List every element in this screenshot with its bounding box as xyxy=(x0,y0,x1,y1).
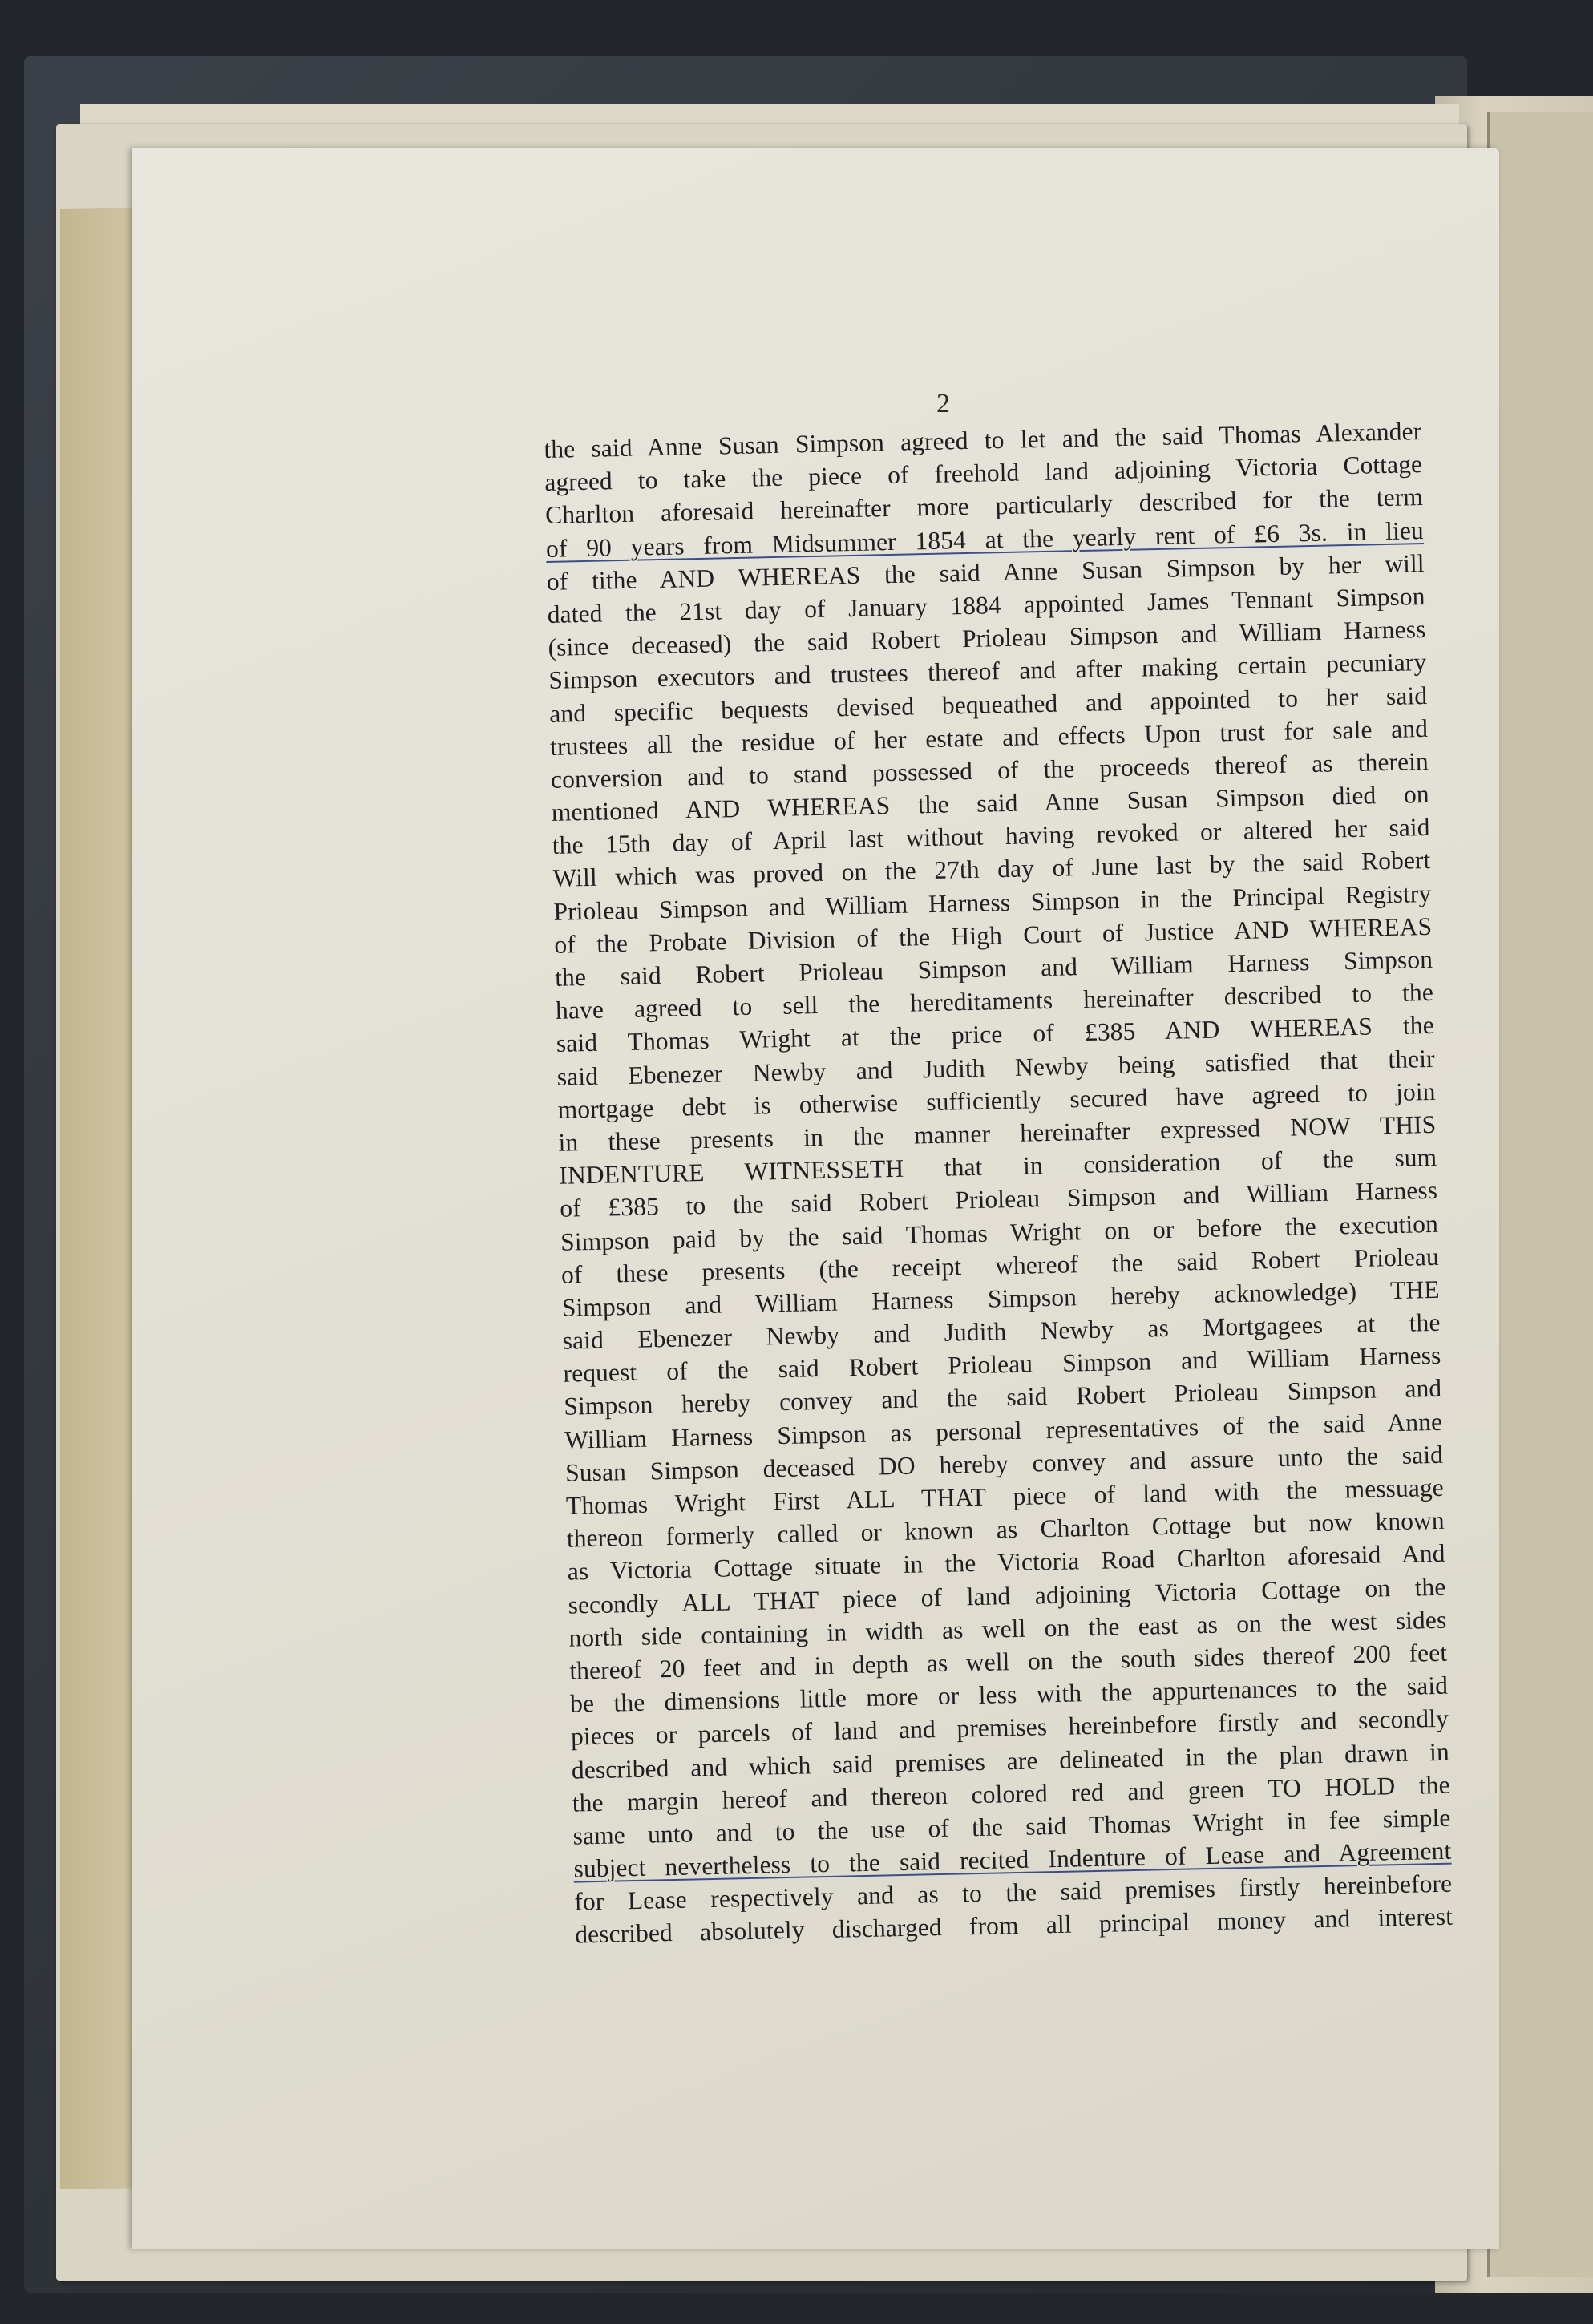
text-line: Simpson hereby convey and the said Robert Prioleau Simpson and xyxy=(564,1374,1442,1421)
text-line: said Thomas Wright at the price of £385 AND WHEREAS the xyxy=(556,1011,1435,1058)
text-line: be the dimensions little more or less with the appurtenances to the said xyxy=(569,1671,1449,1718)
text-line: as Victoria Cottage situate in the Victoria Road Charlton aforesaid And xyxy=(567,1539,1445,1586)
text-line: described and which said premises are delineated in the plan drawn in xyxy=(571,1737,1450,1784)
text-line: described absolutely discharged from all principal money and interest xyxy=(574,1902,1454,1950)
text-line: mentioned AND WHEREAS the said Anne Susan Simpson died on xyxy=(551,780,1430,827)
text-line: thereof 20 feet and in depth as well on the south sides thereof 200 feet xyxy=(568,1638,1448,1685)
text-line: Thomas Wright First ALL THAT piece of land with the messuage xyxy=(565,1473,1445,1520)
text-line: dated the 21st day of January 1884 appointed James Tennant Simpson xyxy=(547,581,1425,628)
text-line: said Ebenezer Newby and Judith Newby being satisfied that their xyxy=(556,1044,1435,1091)
facing-page-edge xyxy=(1487,112,1593,2277)
text-line: conversion and to stand possessed of the proceeds thereof as therein xyxy=(550,746,1429,794)
text-line: in these presents in the manner hereinafter expressed NOW THIS xyxy=(558,1109,1437,1157)
text-line: the margin hereof and thereon colored red and green TO HOLD the xyxy=(572,1770,1450,1817)
text-line: agreed to take the piece of freehold land adjoining Victoria Cottage xyxy=(544,450,1423,497)
page-number: 2 xyxy=(936,389,950,418)
text-line: for Lease respectively and as to the said premises firstly hereinbefore xyxy=(574,1869,1453,1916)
text-line: mortgage debt is otherwise sufficiently secured have agreed to join xyxy=(557,1077,1436,1124)
text-line: secondly ALL THAT piece of land adjoining Victoria Cottage on the xyxy=(568,1572,1446,1619)
text-line: trustees all the residue of her estate and effects Upon trust for sale and xyxy=(549,713,1429,761)
text-line: the said Robert Prioleau Simpson and William Harness Simpson xyxy=(554,944,1433,992)
text-line: of the Probate Division of the High Court of Justice AND WHEREAS xyxy=(554,911,1433,959)
text-line: of tithe AND WHEREAS the said Anne Susan Simpson by her will xyxy=(546,548,1425,596)
text-line-underlined: of 90 years from Midsummer 1854 at the yearly rent of £6 3s. in lieu xyxy=(545,515,1425,563)
text-line: William Harness Simpson as personal representatives of the said Anne xyxy=(564,1407,1443,1454)
text-line: same unto and to the use of the said Thomas Wright in fee simple xyxy=(572,1803,1451,1850)
text-line: Simpson executors and trustees thereof and after making certain pecuniary xyxy=(548,648,1427,695)
text-line: (since deceased) the said Robert Prioleau Simpson and William Harness xyxy=(548,615,1426,662)
text-line: the said Anne Susan Simpson agreed to let and the said Thomas Alexander xyxy=(544,417,1422,463)
text-line: of £385 to the said Robert Prioleau Simpson and William Harness xyxy=(559,1176,1438,1223)
text-line: thereon formerly called or known as Charlton Cottage but now known xyxy=(566,1506,1445,1553)
text-line: Simpson paid by the said Thomas Wright on or before the execution xyxy=(560,1209,1439,1256)
text-line: north side containing in width as well on the east as on the west sides xyxy=(568,1605,1447,1652)
text-line: Prioleau Simpson and William Harness Simpson in the Principal Registry xyxy=(553,879,1432,926)
text-line: said Ebenezer Newby and Judith Newby as Mortgagees at the xyxy=(562,1308,1441,1355)
text-line: request of the said Robert Prioleau Simpson and William Harness xyxy=(563,1341,1441,1388)
text-line: have agreed to sell the hereditaments hereinafter described to the xyxy=(555,978,1434,1025)
text-line: INDENTURE WITNESSETH that in consideration of the sum xyxy=(559,1142,1437,1190)
text-line: Will which was proved on the 27th day of June last by the said Robert xyxy=(552,846,1431,893)
text-line: Charlton aforesaid hereinafter more particularly described for the term xyxy=(544,483,1424,530)
text-line: Susan Simpson deceased DO hereby convey and assure unto the said xyxy=(564,1440,1444,1487)
text-line: and specific bequests devised bequeathed and appointed to her said xyxy=(548,681,1428,728)
text-line: pieces or parcels of land and premises hereinbefore firstly and secondly xyxy=(570,1704,1449,1751)
text-line: of these presents (the receipt whereof the said Robert Prioleau xyxy=(560,1242,1440,1289)
text-line-underlined: subject nevertheless to the said recited Indenture of Lease and Agreement xyxy=(573,1836,1452,1883)
text-line: the 15th day of April last without having revoked or altered her said xyxy=(552,813,1430,860)
text-line: Simpson and William Harness Simpson hereby acknowledge) THE xyxy=(561,1275,1440,1322)
deed-body-text xyxy=(544,414,1453,1951)
